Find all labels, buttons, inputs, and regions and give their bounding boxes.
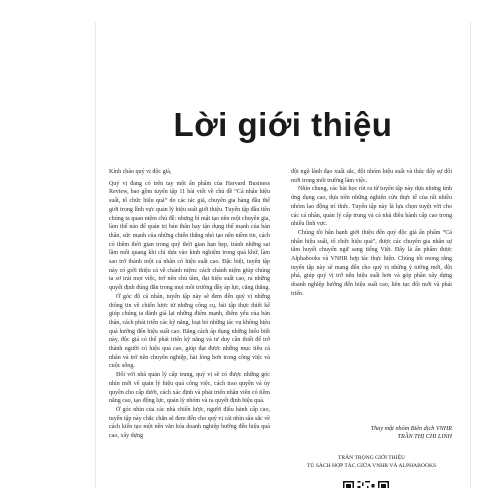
greeting: Kính chào quý vị độc giả, (109, 169, 172, 175)
left-column (109, 168, 270, 441)
qr-code-icon (343, 481, 389, 488)
paragraph: Nhìn chung, các bài học rút ra từ tuyển tập này dựa nhưng tình ứng dụng cao, dựa trên những nghiên cứu thực tế của rất nhiều nhóm lao động trí thức. Tuyển tập này là lựa chọn tuyệt vời cho các cá nhân, quản lý cấp trung và cả nhà điều hành cấp cao trong nhiều lĩnh vực. (291, 186, 452, 228)
thanks-block (291, 455, 452, 470)
page-title: Lời giới thiệu (173, 106, 393, 143)
thanks-line: TỦ SÁCH HỢP TÁC GIỮA VNHR VÀ ALPHABOOKS (306, 462, 437, 469)
thanks-line: TRÂN TRỌNG GIỚI THIỆU (337, 455, 406, 461)
paragraph: Quý vị đang có trên tay một ấn phẩm của Harvard Business Review, bao gồm tuyển tập 11 bài viết về chủ đề “Cá nhân hiệu suất, tổ chức hiệu quả” do các tác giả, chuyên gia hàng đầu thế giới trong lĩnh vực quản lý hiệu suất giới thiệu. Tuyển tập đầu tiên chúng ta quan niệm chủ đề: nhưng bí mật tạo nên một chuyên gia, làm thế nào để quản trị bản thân hay tận dụng thế mạnh của bản thân, sức mạnh của những chiến thắng nhỏ tạo nên niềm tin, cách có thêm thời gian trong quỹ thời gian hạn hẹp, tránh những sai lầm mỗi quang khi chỉ dựa vào kinh nghiệm trong quá khứ, làm sao trở thành một cá nhân có hiệu suất cao. Đặc biệt, tuyển tập này có giới thiệu cả về chánh niệm: cách chánh niệm giúp chúng ta sơ trải mọi việc, trở nên chủ tâm, đạt hiệu suất cao, ra những quyết định đúng đắn trong mọi môi trường đầy áp lực, căng thẳng. (109, 180, 270, 292)
paragraph: đội ngũ lãnh đạo xuất sắc, đội nhóm hiệu suất và thúc đẩy sự đổi mới trong môi trường làm việc. (291, 169, 452, 184)
signature-line: Thay mặt nhóm Biên dịch VNHR (370, 425, 452, 432)
paragraph: Ở góc nhìn của các nhà chiến lược, người điều hành cấp cao, tuyển tập này chắc chắn sẽ đem đến cho quý vị cái nhìn sâu sắc về cách kiến tạo một nền văn hóa doanh nghiệp hướng đến hiệu quả cao, xây dựng (109, 406, 270, 440)
document-page (96, 22, 470, 488)
signature-name: TRẦN THỊ CHI LINH (397, 433, 452, 441)
paragraph: Chúng tôi hân hạnh giới thiệu đến quý độc giả ấn phẩm “Cá nhân hiệu suất, tổ chức hiệu quả”, được các chuyên gia nhân sự tâm huyết chuyển ngữ sang tiếng Việt. Đây là ấn phẩm được Alphabooks và VNHR hợp tác thực hiện. Chúng tôi mong rằng tuyển tập này sẽ mang đến cho quý vị những ý tưởng mới, đột phá, giúp quý vị trở nên hiệu suất hơn và góp phần xây dựng doanh nghiệp hướng đến hiệu suất cao, liên tục đổi mới và phát triển. (291, 229, 452, 297)
right-column (291, 168, 452, 299)
paragraph: Đối với nhà quản lý cấp trung, quý vị sẽ có được những góc nhìn mới về quản lý hiệu quả công việc, cách trao quyền và ủy quyền cho cấp dưới, cách xác định và phát triển nhân viên có tiềm năng cao, tạo động lực, quản lý nhóm và ra quyết định hiệu quả. (109, 372, 270, 405)
signature (291, 425, 452, 442)
paragraph: Ở góc độ cá nhân, tuyển tập này sẽ đem đến quý vị những thông tin về chiến lược từ những công cụ, bài tập thực thiết kế giúp chúng ta đánh giá lại những điểm mạnh, điểm yếu của bản thân, cách phát triển các kỹ năng, loại bỏ những tác vụ không hiệu quả hướng đến hiệu suất cao. Bằng cách áp dụng những hiểu biết này, độc giả có thể phát triển kỹ năng và tư duy cần thiết để trở thành người có hiệu quả cao, giúp đạt được những mục tiêu cá nhân và trở nên chuyên nghiệp, hài lòng hơn trong công việc và cuộc sống. (109, 293, 270, 370)
